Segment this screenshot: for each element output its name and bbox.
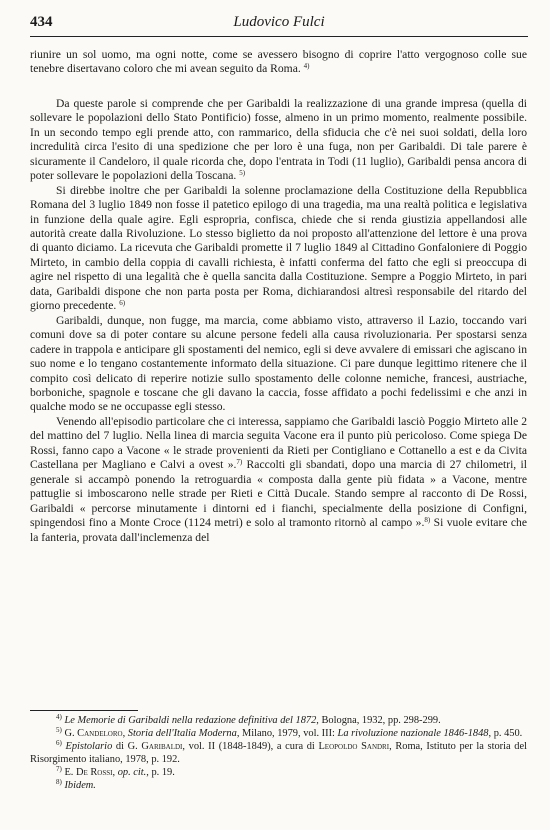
footnote-ref: 4) (303, 62, 310, 71)
paragraph-continuation: riunire un sol uomo, ma ogni notte, come se avessero bisogno di coprire l'atto vergognoso colle sue tenebre disertavano coloro che mi avean seguito da Roma. $^{4)}$ (30, 48, 527, 76)
paragraph: Si direbbe inoltre che per Garibaldi la solenne proclamazione della Costituzione della Repubblica Romana del 3 luglio 1849 non fosse il patetico epilogo di una tragedia, ma una realtà politica e legislativa in funzione della quale agire. Egli espropria, confisca, chiede che si renda giustizia appellandosi alle autorità create dalla Rivoluzione. Lo stesso biglietto da noi proposto all'attenzione del lettore è una prova di quanto diciamo. La ricevuta che Garibaldi promette il 7 luglio 1849 al Cittadino Gonfaloniere di Poggio Mirteto, in cambio della coppia di cavalli richiesta, è infatti conferma del fatto che egli si preoccupa di agire nel rispetto di una legalità che è quella sancita dalla Costituzione. Sempre a Poggio Mirteto, in pari data, Garibaldi dispone che non parta posta per Roma, dichiarandosi altresì responsabile del ritardo del giorno precedente. $^{6)}$ (30, 183, 527, 313)
paragraph: Da queste parole si comprende che per Garibaldi la realizzazione di una grande impresa (quella di sollevare le popolazioni dello Stato Pontificio) fosse, almeno in un primo momento, realmente possibile. In un secondo tempo egli prende atto, con rammarico, della sfiducia che c'è nei suoi soldati, della loro incredulità circa l'esito di una spedizione che per loro è una fuga, non per Garibaldi. Di tale parere è sicuramente il Candeloro, il quale ricorda che, dopo l'entrata in Todi (11 luglio), Garibaldi pensa ancora di poter sollevare le popolazioni della Toscana. $^{5)}$ (30, 96, 527, 183)
footnote-ref: 5) (239, 169, 246, 178)
footnote-8: $^{8)}$ Ibidem. (56, 778, 96, 791)
footnotes (30, 714, 527, 792)
footnote-5: $^{5)}$ G. Candeloro, Storia dell'Italia Moderna, Milano, 1979, vol. III: La rivoluzione nazionale 1846-1848, p. 450. (56, 726, 523, 739)
page-number: 434 (30, 14, 53, 30)
paragraph: Venendo all'episodio particolare che ci interessa, sappiamo che Garibaldi lasciò Poggio Mirteto alle 2 del mattino del 7 luglio. Nella linea di marcia seguita Vacone era il punto più pericoloso. Come spiega De Rossi, fanno capo a Vacone « le strade provenienti da Rieti per Contigliano e Cottanello a est e da Civita Castellana per Magliano e Calvi a ovest ».$^{7)}$ Raccolti gli sbandati, dopo una marcia di 27 chilometri, il generale si accampò ponendo la retroguardia « composta dalla gente più fidata » a Vacone, mentre pattuglie si imboscarono nelle strade per Rieti e Città Ducale. Stando sempre al racconto di De Rossi, Garibaldi « percorse minutamente i dintorni ed i fianchi, specialmente della posizione di Configni, spingendosi fino a Monte Croce (1124 metri) e solo al tramonto ritornò al campo ».$^{8)}$ Si vuole evitare che la fanteria, provata dall'inclemenza del (30, 414, 527, 544)
footnote-6: $^{6)}$ Epistolario di G. Garibaldi, vol. II (1848-1849), a cura di Leopoldo Sandri, Roma, Istituto per la storia del Risorgimento italiano, 1978, p. 192. (30, 739, 527, 765)
footnote-4: $^{4)}$ Le Memorie di Garibaldi nella redazione definitiva del 1872, Bologna, 1932, pp. 298-299. (56, 713, 441, 726)
running-head: Ludovico Fulci (233, 14, 325, 30)
paragraph: Garibaldi, dunque, non fugge, ma marcia, come abbiamo visto, attraverso il Lazio, toccando vari comuni dove sa di poter contare su alcune persone fedeli alla causa rivoluzionaria. Per spostarsi senza cadere in trappola e anticipare gli spostamenti del nemico, egli si deve avvalere di emissari che agiscano in suo nome e lo tengano costantemente informato della situazione. Ci pare dunque legittimo ritenere che il compito così delicato di reperire notizie sullo spostamento delle colonne nemiche, francesi, austriache, borboniche, spagnole e toscane che gli davano la caccia, fosse affidato a pochi fedelissimi e che anzi in qualche modo se ne occupasse egli stesso. (30, 313, 527, 414)
footnote-ref: 6) (119, 299, 126, 308)
footnote-ref: 8) (424, 516, 431, 525)
page-header (30, 14, 528, 37)
footnote-separator (30, 710, 138, 711)
main-text (30, 48, 527, 545)
footnote-ref: 7) (236, 458, 243, 467)
footnote-7: $^{7)}$ E. De Rossi, op. cit., p. 19. (56, 765, 175, 778)
